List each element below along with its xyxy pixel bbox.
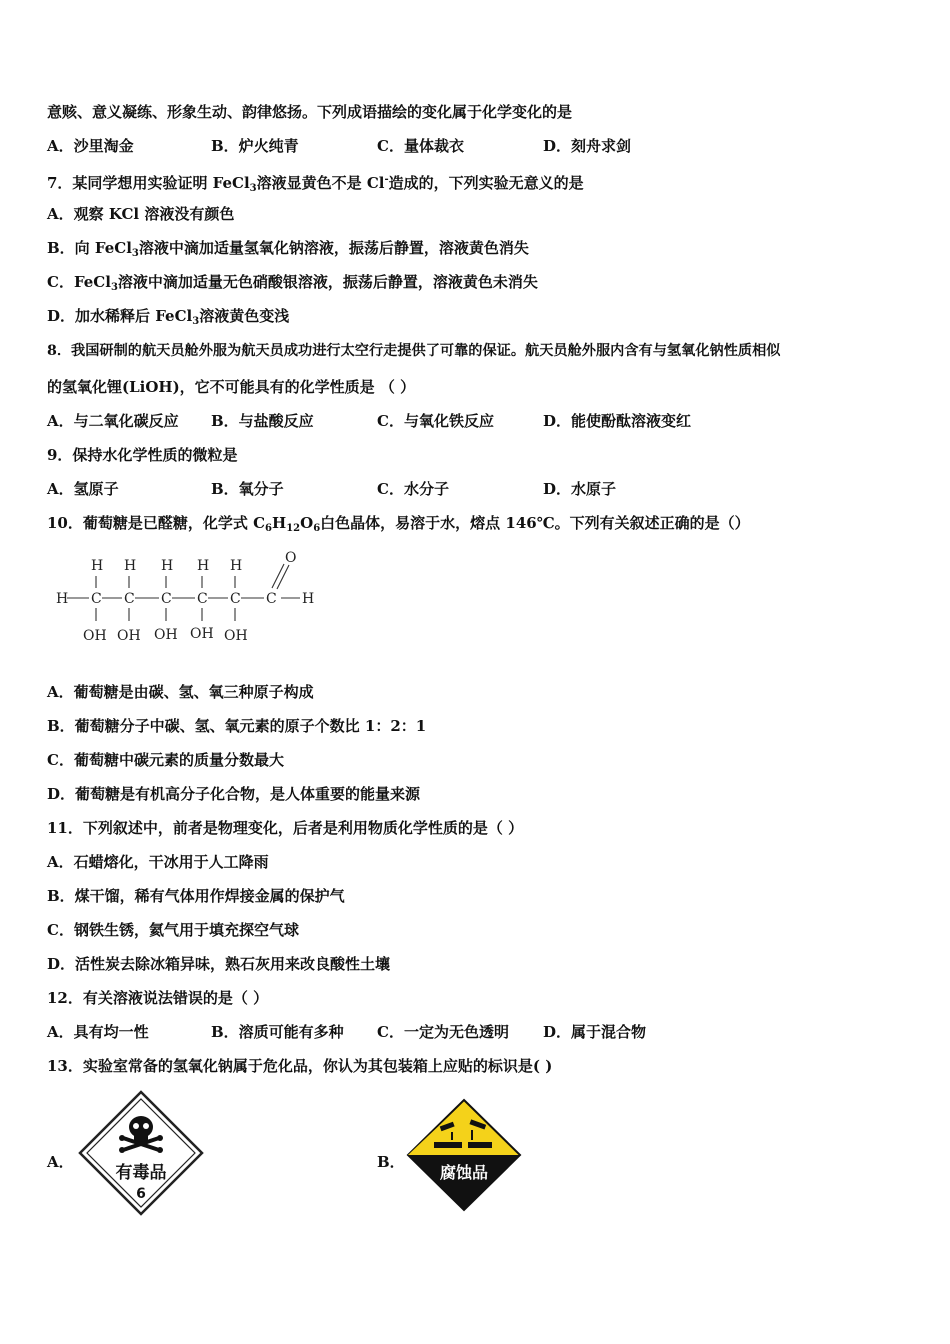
struct-c-6: C (266, 591, 277, 607)
glucose-structure-diagram (52, 548, 332, 648)
q7-option-d: D．加水稀释后 FeCl$_3$溶液黄色变浅 (47, 307, 290, 327)
struct-h-top-5: H (230, 558, 243, 574)
struct-oh-5: OH (224, 628, 248, 644)
q12-stem: 12．有关溶液说法错误的是（ ） (47, 989, 269, 1007)
q7-option-c: C．FeCl$_3$溶液中滴加适量无色硝酸银溶液，振荡后静置，溶液黄色未消失 (47, 273, 538, 293)
q11-option-b: B．煤干馏，稀有气体用作焊接金属的保护气 (47, 887, 345, 905)
q11-stem: 11．下列叙述中，前者是物理变化，后者是利用物质化学性质的是（ ） (47, 819, 524, 837)
q12-option-b: B．溶质可能有多种 (211, 1023, 344, 1041)
q11-option-a: A．石蜡熔化，干冰用于人工降雨 (47, 853, 269, 871)
toxic-sign-text: 有毒品 (115, 1163, 167, 1183)
struct-h-top-4: H (197, 558, 210, 574)
struct-oh-1: OH (83, 628, 107, 644)
q8-option-a: A．与二氧化碳反应 (47, 412, 179, 430)
q8-option-d: D．能使酚酞溶液变红 (543, 412, 692, 430)
q7-option-b: B．向 FeCl$_3$溶液中滴加适量氢氧化钠溶液，振荡后静置，溶液黄色消失 (47, 239, 529, 259)
q10-option-d: D．葡萄糖是有机高分子化合物，是人体重要的能量来源 (47, 785, 421, 803)
q12-option-d: D．属于混合物 (543, 1023, 647, 1041)
struct-c-5: C (230, 591, 241, 607)
q6-option-a: A．沙里淘金 (47, 137, 134, 155)
q6-option-d: D．刻舟求剑 (543, 137, 632, 155)
q12-option-c: C．一定为无色透明 (377, 1023, 509, 1041)
struct-h-right: H (302, 591, 315, 607)
struct-oh-4: OH (190, 626, 214, 642)
toxic-sign-number: 6 (136, 1186, 146, 1202)
q8-option-b: B．与盐酸反应 (211, 412, 314, 430)
struct-c-2: C (124, 591, 135, 607)
q9-option-a: A．氢原子 (47, 480, 119, 498)
q12-option-a: A．具有均一性 (47, 1023, 149, 1041)
struct-o: O (285, 550, 297, 566)
q10-option-c: C．葡萄糖中碳元素的质量分数最大 (47, 751, 284, 769)
corrosive-sign-text: 腐蚀品 (439, 1163, 489, 1182)
q10-option-b: B．葡萄糖分子中碳、氢、氧元素的原子个数比 1：2：1 (47, 717, 427, 735)
struct-oh-2: OH (117, 628, 141, 644)
q6-option-b: B．炉火纯青 (211, 137, 299, 155)
q9-option-d: D．水原子 (543, 480, 617, 498)
q10-option-a: A．葡萄糖是由碳、氢、氧三种原子构成 (47, 683, 314, 701)
q13-stem: 13．实验室常备的氢氧化钠属于危化品，你认为其包装箱上应贴的标识是( ) (47, 1057, 553, 1075)
q7-stem: 7．某同学想用实验证明 FeCl$_3$溶液显黄色不是 Cl-造成的，下列实验无意义的是 (47, 174, 584, 194)
struct-c-4: C (197, 591, 208, 607)
q9-option-c: C．水分子 (377, 480, 449, 498)
corrosive-sign-icon (406, 1098, 522, 1212)
q13-option-a-label: A． (47, 1153, 74, 1171)
struct-h-top-3: H (161, 558, 174, 574)
q6-option-c: C．量体裁衣 (377, 137, 464, 155)
q9-option-b: B．氧分子 (211, 480, 284, 498)
struct-c-1: C (91, 591, 102, 607)
q11-option-d: D．活性炭去除冰箱异味，熟石灰用来改良酸性土壤 (47, 955, 391, 973)
struct-h-top-2: H (124, 558, 137, 574)
toxic-sign-icon (78, 1090, 204, 1216)
struct-h-left: H (56, 591, 69, 607)
q8-option-c: C．与氧化铁反应 (377, 412, 494, 430)
struct-c-3: C (161, 591, 172, 607)
q8-stem-line2: 的氢氧化锂(LiOH)，它不可能具有的化学性质是 （ ） (47, 378, 416, 396)
struct-h-top-1: H (91, 558, 104, 574)
struct-oh-3: OH (154, 627, 178, 643)
q6-stem: 意赅、意义凝练、形象生动、韵律悠扬。下列成语描绘的变化属于化学变化的是 (47, 103, 573, 121)
q10-stem: 10．葡萄糖是已醛糖，化学式 $C_6H_{12}O_6$白色晶体，易溶于水，熔点 146℃。下列有关叙述正确的是（） (47, 514, 750, 534)
q8-stem-line1: 8．我国研制的航天员舱外服为航天员成功进行太空行走提供了可靠的保证。航天员舱外服内含有与氢氧化钠性质相似 (47, 343, 781, 359)
q13-option-b-label: B． (377, 1153, 405, 1171)
q7-option-a: A．观察 KCl 溶液没有颜色 (47, 205, 235, 223)
q11-option-c: C．钢铁生锈，氦气用于填充探空气球 (47, 921, 299, 939)
q9-stem: 9．保持水化学性质的微粒是 (47, 446, 238, 464)
